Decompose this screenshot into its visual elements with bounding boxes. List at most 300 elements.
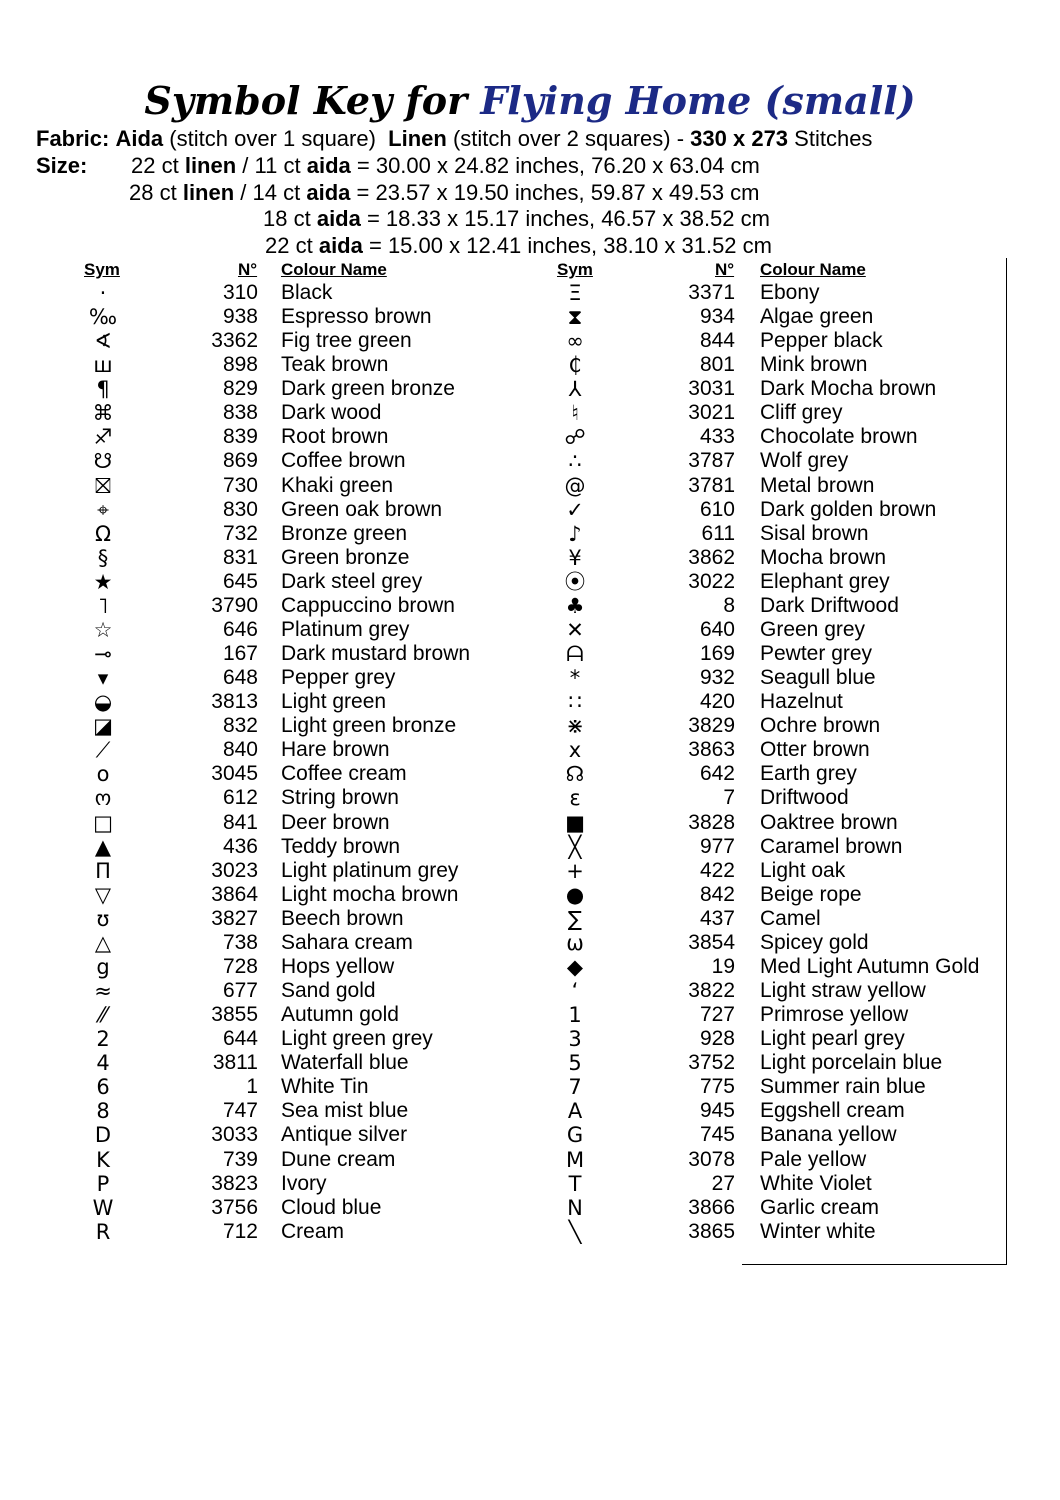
symbol-glyph: 5 [568, 1051, 582, 1076]
symbol-glyph: ☋ [93, 449, 113, 474]
thread-number: 3781 [688, 473, 735, 497]
table-row [0, 811, 1000, 835]
thread-number: 612 [222, 786, 258, 810]
symbol-glyph: Ξ [568, 281, 582, 305]
symbol-glyph: o [96, 762, 110, 787]
thread-number: 712 [222, 1219, 258, 1243]
colour-name: Teddy brown [281, 834, 401, 858]
table-row [0, 738, 1000, 762]
thread-number: 738 [222, 930, 258, 954]
thread-number: 677 [222, 979, 258, 1003]
colour-name: Bronze green [281, 521, 408, 545]
table-row [0, 618, 1000, 642]
thread-number: 839 [222, 425, 258, 449]
table-row [0, 666, 1000, 690]
symbol-glyph: P [96, 1171, 110, 1196]
symbol-glyph: 3 [568, 1027, 582, 1052]
symbol-glyph: 2 [96, 1027, 110, 1052]
colour-name: Ochre brown [760, 714, 881, 738]
symbol-glyph: § [97, 545, 109, 570]
thread-number: 8 [723, 593, 735, 617]
thread-number: 3787 [688, 449, 735, 473]
thread-number: 728 [222, 954, 258, 978]
fabric-line [36, 126, 872, 152]
symbol-glyph: 6 [96, 1075, 110, 1100]
thread-number: 3031 [688, 377, 735, 401]
colour-name: Med Light Autumn Gold [760, 954, 980, 978]
colour-name: Black [281, 281, 333, 304]
header-name-left: Colour Name [281, 260, 387, 279]
colour-name: Pepper black [760, 329, 883, 353]
symbol-glyph: △ [94, 930, 112, 955]
colour-name: Deer brown [281, 810, 390, 834]
thread-number: 437 [699, 906, 735, 930]
colour-name: Sand gold [281, 979, 376, 1003]
thread-number: 3863 [688, 738, 735, 762]
symbol-glyph: ╳ [568, 834, 582, 859]
size-line-3: 18 ct aida = 18.33 x 15.17 inches, 46.57 x 38.52 cm [263, 206, 770, 231]
colour-name: Light green [281, 690, 387, 714]
thread-number: 727 [699, 1003, 735, 1027]
size-line-2: 28 ct linen / 14 ct aida = 23.57 x 19.50 inches, 59.87 x 49.53 cm [129, 180, 760, 205]
symbol-glyph: ♣ [565, 593, 585, 618]
table-row [0, 1123, 1000, 1147]
symbol-glyph: ■ [565, 810, 585, 835]
thread-number: 3866 [688, 1195, 735, 1219]
symbol-glyph: ◪ [93, 714, 113, 739]
colour-name: Mink brown [760, 353, 868, 377]
table-row [0, 377, 1000, 401]
thread-number: 842 [699, 882, 735, 906]
thread-number: 433 [699, 425, 735, 449]
colour-name: Light mocha brown [281, 882, 459, 906]
symbol-glyph: 1 [568, 1003, 582, 1028]
thread-number: 739 [222, 1147, 258, 1171]
fabric-aida: Aida [115, 126, 164, 151]
symbol-glyph: ⧗ [567, 305, 583, 330]
thread-number: 169 [699, 642, 735, 666]
pattern-name: Flying Home (small) [480, 78, 916, 123]
table-row [0, 281, 1000, 305]
thread-number: 3371 [688, 281, 735, 304]
symbol-glyph: G [566, 1123, 584, 1148]
symbol-glyph: * [569, 666, 581, 691]
colour-name: Sea mist blue [281, 1099, 409, 1123]
thread-number: 167 [222, 642, 258, 666]
symbol-glyph: 8 [96, 1099, 110, 1124]
thread-number: 3756 [211, 1195, 258, 1219]
header-num-right: N° [715, 260, 735, 279]
thread-number: 640 [699, 617, 735, 641]
table-row [0, 329, 1000, 353]
colour-name: Root brown [281, 425, 389, 449]
table-row [0, 1148, 1000, 1172]
symbol-glyph: · [99, 281, 107, 305]
thread-number: 732 [222, 521, 258, 545]
table-row [0, 1075, 1000, 1099]
symbol-glyph: ☍ [564, 425, 586, 450]
symbol-glyph: ‰ [88, 305, 118, 330]
symbol-glyph: ∢ [94, 329, 112, 354]
thread-number: 3021 [688, 401, 735, 425]
table-row [0, 690, 1000, 714]
table-row [0, 546, 1000, 570]
colour-name: Light pearl grey [760, 1027, 905, 1051]
symbol-glyph: N [567, 1195, 583, 1220]
symbol-glyph: ♐ [93, 425, 113, 450]
symbol-glyph: ∑ [567, 906, 583, 931]
symbol-glyph: ⟋ [95, 738, 111, 763]
thread-number: 3829 [688, 714, 735, 738]
colour-name: Hops yellow [281, 954, 395, 978]
thread-number: 844 [699, 329, 735, 353]
table-row [0, 305, 1000, 329]
table-row [0, 498, 1000, 522]
thread-number: 801 [699, 353, 735, 377]
table-row [0, 594, 1000, 618]
symbol-glyph: D [94, 1123, 112, 1148]
thread-number: 7 [723, 786, 735, 810]
symbol-glyph: ● [565, 882, 585, 907]
thread-number: 3827 [211, 906, 258, 930]
size-line-1: 22 ct linen / 11 ct aida = 30.00 x 24.82 inches, 76.20 x 63.04 cm [131, 153, 760, 178]
symbol-glyph: g [96, 954, 110, 979]
symbol-glyph: ▽ [94, 882, 112, 907]
size-line-4: 22 ct aida = 15.00 x 12.41 inches, 38.10 x 31.52 cm [265, 233, 772, 258]
symbol-glyph: ✓ [566, 497, 584, 522]
thread-number: 420 [699, 690, 735, 714]
table-row [0, 1220, 1000, 1244]
table-row [0, 474, 1000, 498]
thread-number: 3822 [688, 979, 735, 1003]
thread-number: 932 [699, 666, 735, 690]
colour-name: String brown [281, 786, 399, 810]
thread-number: 611 [701, 521, 735, 545]
colour-name: Seagull blue [760, 666, 876, 690]
thread-number: 3022 [688, 569, 735, 593]
symbol-glyph: ♪ [568, 521, 582, 546]
thread-number: 3078 [688, 1147, 735, 1171]
table-row [0, 931, 1000, 955]
symbol-glyph: ★ [93, 569, 113, 594]
colour-name: Cappuccino brown [281, 593, 455, 617]
symbol-glyph: ¶ [96, 377, 110, 402]
table-row [0, 522, 1000, 546]
symbol-glyph: 7 [568, 1075, 582, 1100]
colour-name: Chocolate brown [760, 425, 918, 449]
symbol-glyph: ⌘ [92, 401, 114, 426]
symbol-glyph: ᗩ [566, 642, 584, 667]
colour-name: Camel [760, 906, 821, 930]
table-row [0, 353, 1000, 377]
stitch-count: 330 x 273 [690, 126, 789, 151]
thread-number: 829 [222, 377, 258, 401]
colour-name: Pewter grey [760, 642, 873, 666]
thread-number: 422 [699, 858, 735, 882]
thread-number: 3045 [211, 762, 258, 786]
table-row [0, 907, 1000, 931]
symbol-glyph: ☆ [93, 617, 113, 642]
colour-name: Hare brown [281, 738, 390, 762]
table-row [0, 1196, 1000, 1220]
symbol-glyph: ▲ [94, 834, 112, 859]
symbol-glyph: ⁄⁄ [99, 1003, 107, 1028]
table-row [0, 714, 1000, 738]
symbol-glyph: ω [566, 930, 584, 955]
table-row [0, 762, 1000, 786]
colour-name: Algae green [760, 305, 874, 329]
colour-name: Sisal brown [760, 521, 869, 545]
thread-number: 642 [699, 762, 735, 786]
symbol-glyph: ♮ [571, 401, 579, 426]
colour-name: Elephant grey [760, 569, 890, 593]
title-prefix: Symbol Key for [144, 78, 468, 123]
symbol-glyph: ⛝ [95, 473, 111, 498]
colour-name: Khaki green [281, 473, 394, 497]
thread-number: 841 [222, 810, 258, 834]
symbol-glyph: ო [94, 786, 112, 811]
colour-name: Ebony [760, 281, 820, 304]
fabric-linen: Linen [388, 126, 447, 151]
symbol-glyph: ∴ [568, 449, 582, 474]
symbol-glyph: ☊ [565, 762, 585, 787]
colour-name: Dark green bronze [281, 377, 455, 401]
thread-number: 3033 [211, 1123, 258, 1147]
colour-name: Cliff grey [760, 401, 843, 425]
thread-number: 3865 [688, 1219, 735, 1243]
table-row [0, 859, 1000, 883]
fabric-linen-note: (stitch over 2 squares) - [452, 126, 685, 151]
colour-name: Cloud blue [281, 1195, 382, 1219]
colour-name: Banana yellow [760, 1123, 897, 1147]
table-row [0, 786, 1000, 810]
header-sym-right: Sym [557, 260, 593, 279]
symbol-glyph: ⌖ [97, 497, 109, 522]
thread-number: 928 [699, 1027, 735, 1051]
table-row [0, 642, 1000, 666]
symbol-glyph: R [95, 1219, 111, 1244]
fabric-label: Fabric: [36, 126, 110, 151]
colour-name: Eggshell cream [760, 1099, 905, 1123]
table-row [0, 1003, 1000, 1027]
colour-name: Antique silver [281, 1123, 408, 1147]
symbol-glyph: ╲ [568, 1219, 582, 1244]
colour-name: Wolf grey [760, 449, 849, 473]
stitches-word: Stitches [794, 126, 873, 151]
thread-number: 3864 [211, 882, 258, 906]
colour-name: Espresso brown [281, 305, 432, 329]
table-row [0, 1172, 1000, 1196]
colour-name: Dark wood [281, 401, 382, 425]
thread-number: 645 [222, 569, 258, 593]
thread-number: 898 [222, 353, 258, 377]
colour-name: Waterfall blue [281, 1051, 409, 1075]
table-row [0, 425, 1000, 449]
colour-name: Driftwood [760, 786, 849, 810]
colour-name: Green oak brown [281, 497, 443, 521]
colour-name: Light porcelain blue [760, 1051, 943, 1075]
colour-name: Beige rope [760, 882, 862, 906]
symbol-glyph: ʊ [96, 906, 110, 931]
thread-number: 3828 [688, 810, 735, 834]
thread-number: 310 [222, 281, 258, 304]
thread-number: 1 [246, 1075, 258, 1099]
colour-name: Dark steel grey [281, 569, 423, 593]
colour-name: Dark Mocha brown [760, 377, 937, 401]
table-row [0, 883, 1000, 907]
thread-number: 747 [222, 1099, 258, 1123]
symbol-glyph: ∞ [566, 329, 584, 354]
colour-name: Light straw yellow [760, 979, 926, 1003]
thread-number: 832 [222, 714, 258, 738]
table-bottom-border [742, 1264, 1007, 1265]
page-title [0, 78, 1060, 123]
thread-number: 3811 [212, 1051, 258, 1075]
thread-number: 730 [222, 473, 258, 497]
colour-name: Sahara cream [281, 930, 413, 954]
colour-name: Primrose yellow [760, 1003, 909, 1027]
thread-number: 648 [222, 666, 258, 690]
colour-name: Earth grey [760, 762, 857, 786]
table-row [0, 449, 1000, 473]
colour-name: Pepper grey [281, 666, 396, 690]
symbol-glyph: □ [93, 810, 113, 835]
table-row [0, 401, 1000, 425]
colour-name: Summer rain blue [760, 1075, 926, 1099]
colour-name: Coffee brown [281, 449, 406, 473]
colour-name: White Tin [281, 1075, 369, 1099]
symbol-glyph: ⊸ [94, 642, 112, 667]
thread-number: 3752 [688, 1051, 735, 1075]
colour-name: Otter brown [760, 738, 870, 762]
thread-number: 840 [222, 738, 258, 762]
table-row [0, 979, 1000, 1003]
colour-name: Green bronze [281, 545, 410, 569]
colour-name: Autumn gold [281, 1003, 399, 1027]
thread-number: 610 [699, 497, 735, 521]
table-right-border [1006, 258, 1007, 1264]
colour-name: Light green grey [281, 1027, 433, 1051]
thread-number: 977 [699, 834, 735, 858]
symbol-glyph: A [567, 1099, 583, 1124]
colour-name: Light platinum grey [281, 858, 459, 882]
thread-number: 945 [699, 1099, 735, 1123]
thread-number: 3854 [688, 930, 735, 954]
table-row [0, 1051, 1000, 1075]
colour-name: Fig tree green [281, 329, 412, 353]
colour-name: Ivory [281, 1171, 327, 1195]
colour-name: Spicey gold [760, 930, 869, 954]
symbol-glyph: ¥ [568, 545, 582, 570]
symbol-glyph: @ [564, 473, 586, 498]
symbol-glyph: ∷ [568, 690, 582, 715]
colour-name: Dark Driftwood [760, 593, 899, 617]
table-row [0, 570, 1000, 594]
colour-name: Cream [281, 1219, 345, 1243]
symbol-glyph: ◆ [566, 954, 584, 979]
colour-name: Dune cream [281, 1147, 396, 1171]
header-sym-left: Sym [84, 260, 120, 279]
thread-number: 838 [222, 401, 258, 425]
symbol-glyph: + [566, 858, 584, 883]
colour-name: Green grey [760, 617, 866, 641]
symbol-glyph: ◒ [93, 690, 113, 715]
thread-number: 831 [222, 545, 258, 569]
colour-name: Coffee cream [281, 762, 407, 786]
fabric-aida-note: (stitch over 1 square) [169, 126, 376, 151]
thread-number: 3813 [211, 690, 258, 714]
symbol-glyph: ₵ [568, 353, 582, 378]
header-name-right: Colour Name [760, 260, 866, 279]
colour-name: Teak brown [281, 353, 389, 377]
symbol-glyph: ⋇ [566, 714, 584, 739]
colour-name: White Violet [760, 1171, 872, 1195]
symbol-glyph: K [96, 1147, 110, 1172]
colour-name: Dark mustard brown [281, 642, 471, 666]
table-row [0, 1099, 1000, 1123]
thread-number: 3862 [688, 545, 735, 569]
symbol-glyph: x [568, 738, 582, 763]
symbol-glyph: Ω [94, 521, 112, 546]
thread-number: 775 [699, 1075, 735, 1099]
colour-name: Pale yellow [760, 1147, 867, 1171]
symbol-glyph: T [568, 1171, 582, 1196]
thread-number: 27 [711, 1171, 735, 1195]
colour-name: Dark golden brown [760, 497, 937, 521]
symbol-glyph: ˥ [97, 593, 109, 618]
colour-name: Winter white [760, 1219, 876, 1243]
symbol-glyph: W [92, 1195, 114, 1220]
symbol-glyph: ≈ [94, 979, 112, 1004]
thread-number: 19 [711, 954, 735, 978]
header-num-left: N° [238, 260, 258, 279]
symbol-glyph: M [565, 1147, 585, 1172]
symbol-glyph: ✕ [566, 617, 584, 642]
colour-name: Beech brown [281, 906, 404, 930]
colour-name: Metal brown [760, 473, 875, 497]
thread-number: 745 [699, 1123, 735, 1147]
thread-number: 3362 [211, 329, 258, 353]
thread-number: 938 [222, 305, 258, 329]
thread-number: 3790 [211, 593, 258, 617]
table-row [0, 835, 1000, 859]
colour-name: Hazelnut [760, 690, 843, 714]
colour-name: Mocha brown [760, 545, 887, 569]
table-row [0, 955, 1000, 979]
symbol-glyph: ш [93, 353, 113, 378]
colour-name: Platinum grey [281, 617, 410, 641]
colour-name: Light oak [760, 858, 846, 882]
symbol-glyph: Π [95, 858, 111, 883]
table-row [0, 1027, 1000, 1051]
thread-number: 869 [222, 449, 258, 473]
thread-number: 830 [222, 497, 258, 521]
symbol-glyph: ε [569, 786, 581, 811]
size-label: Size: [36, 153, 88, 178]
thread-number: 3023 [211, 858, 258, 882]
colour-name: Light green bronze [281, 714, 457, 738]
thread-number: 646 [222, 617, 258, 641]
thread-number: 3823 [211, 1171, 258, 1195]
symbol-glyph: ⦿ [564, 569, 586, 594]
symbol-glyph: ▾ [97, 666, 109, 691]
colour-name: Oaktree brown [760, 810, 898, 834]
thread-number: 3855 [211, 1003, 258, 1027]
thread-number: 436 [222, 834, 258, 858]
symbol-glyph: ʻ [571, 979, 579, 1004]
symbol-glyph: 4 [96, 1051, 110, 1076]
thread-number: 934 [699, 305, 735, 329]
